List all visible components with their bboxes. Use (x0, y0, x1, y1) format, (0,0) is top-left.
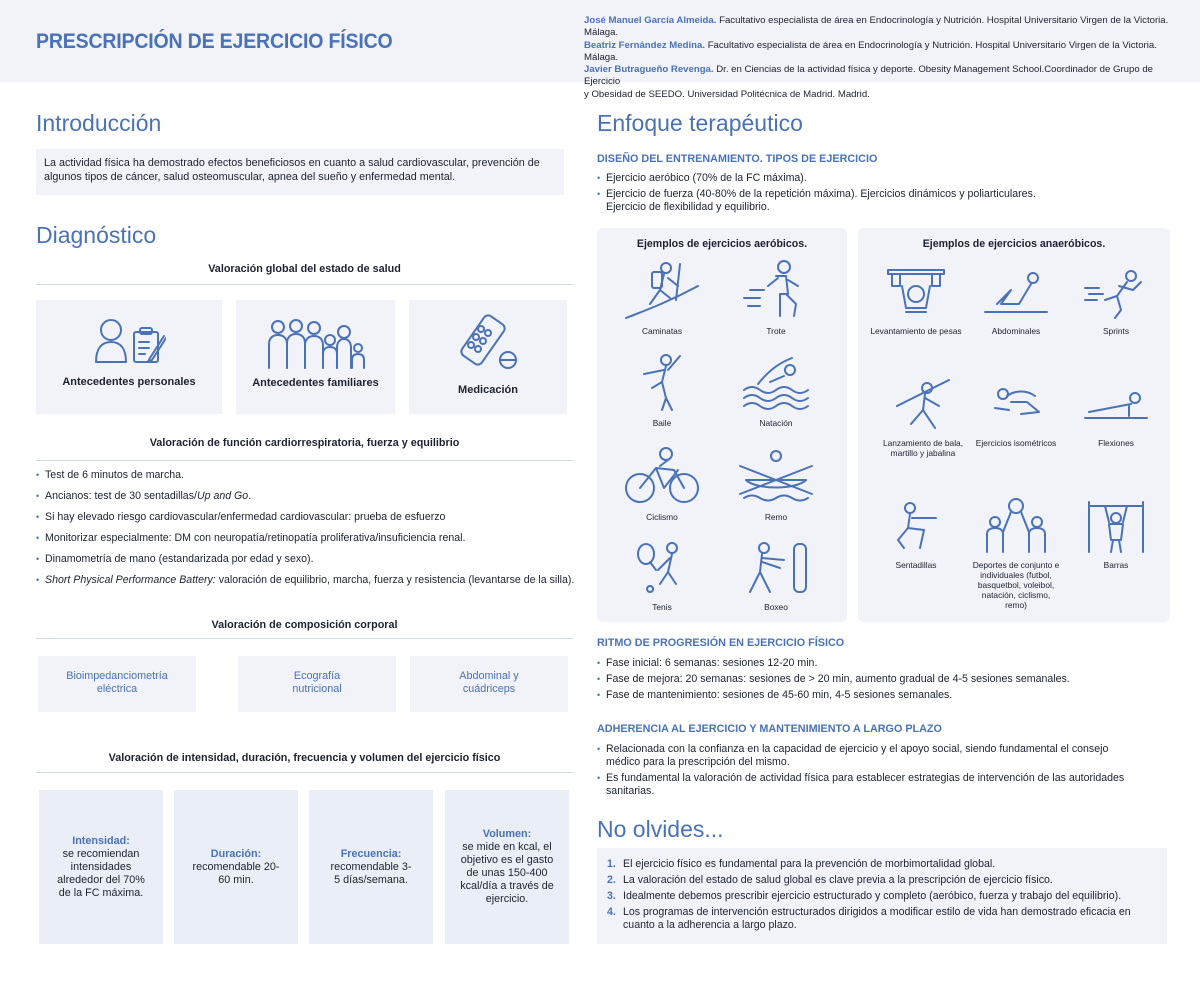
pullup-bar-icon (1081, 498, 1151, 554)
design-list (597, 172, 1057, 214)
duration-box: Duración: recomendable 20-60 min. (174, 790, 298, 944)
exercise-item: Baile (617, 352, 707, 428)
cycling-icon (622, 446, 702, 506)
list-item: • Monitorizar especialmente: DM con neuropatía/retinopatía proliferativa/insuficiencia renal. (36, 532, 581, 545)
global-health-heading: Valoración global del estado de salud (208, 263, 401, 275)
author-line: José Manuel García Almeida. Facultativo especialista de área en Endocrinología y Nutrición. Hospital Universitario Virgen de la Victoria. Málaga. (584, 15, 1169, 39)
dance-icon (622, 352, 702, 412)
list-item: • Ejercicio de fuerza (40-80% de la repetición máxima). Ejercicios dinámicos y poliarticulares. Ejercicio de flexibilidad y equilibrio. (597, 188, 1057, 214)
card-medication (409, 300, 567, 414)
divider (36, 284, 573, 285)
exercise-item: Remo (731, 446, 821, 522)
author-line: Javier Butragueño Revenga. Dr. en Ciencias de la actividad física y deporte. Obesity Management School.Coordinador de Grupo de Ejercicio (584, 64, 1153, 88)
list-item: 3. Idealmente debemos prescribir ejercicio estructurado y completo (aeróbico, fuerza y trabajo del equilibrio). (607, 890, 1122, 902)
list-item: • Short Physical Performance Battery: valoración de equilibrio, marcha, fuerza y resistencia (levantarse de la silla). (36, 574, 581, 587)
aerobic-panel-title: Ejemplos de ejercicios aeróbicos. (636, 238, 808, 250)
exercise-item: Barras (1070, 498, 1162, 570)
hiking-icon (622, 260, 702, 320)
author-line: y Obesidad de SEEDO. Universidad Politécnica de Madrid. Madrid. (584, 88, 870, 100)
exercise-item: Sentadillas (870, 498, 962, 570)
exercise-item: Sprints (1070, 268, 1162, 336)
exercise-item: Trote (731, 260, 821, 336)
swimming-icon (736, 352, 816, 412)
no-olvides-title: No olvides... (597, 816, 724, 842)
list-item: • Dinamometría de mano (estandarizada por edad y sexo). (36, 553, 581, 566)
family-icon (266, 318, 366, 372)
list-item: • Si hay elevado riesgo cardiovascular/enfermedad cardiovascular: prueba de esfuerzo (36, 511, 581, 524)
adherence-heading: ADHERENCIA AL EJERCICIO Y MANTENIMIENTO A LARGO PLAZO (597, 723, 942, 735)
patient-clipboard-icon (94, 318, 166, 366)
divider (36, 460, 573, 461)
list-item: • Ancianos: test de 30 sentadillas/Up and Go. (36, 490, 581, 503)
exercise-item: Caminatas (617, 260, 707, 336)
enfoque-title: Enfoque terapéutico (597, 110, 803, 136)
squat-icon (884, 498, 948, 554)
comp-bioimpedance: Bioimpedanciometría eléctrica (38, 656, 196, 712)
diag-title: Diagnóstico (36, 222, 157, 248)
cardio-list (36, 469, 581, 587)
list-item: 4. Los programas de intervención estructurados dirigidos a modificar estilo de vida han demostrado eficacia en cuanto a la adherencia a largo plazo. (607, 906, 1131, 931)
exercise-item: Abdominales (970, 268, 1062, 336)
pushups-icon (1081, 376, 1151, 432)
tennis-icon (622, 540, 702, 596)
list-item: 1. El ejercicio físico es fundamental para la prevención de morbimortalidad global. (607, 858, 996, 870)
exercise-item: Lanzamiento de bala, martillo y jabalina (870, 376, 976, 458)
composition-heading: Valoración de composición corporal (211, 619, 398, 631)
poster-title: PRESCRIPCIÓN DE EJERCICIO FÍSICO (36, 30, 393, 53)
volume-box: Volumen: se mide en kcal, el objetivo es el gasto de unas 150-400 kcal/día a través de ejercicio. (445, 790, 569, 944)
list-item: • Fase de mantenimiento: sesiones de 45-60 min, 4-5 sesiones semanales. (597, 689, 1157, 702)
exercise-item: Flexiones (1070, 376, 1162, 448)
intensity-box: Intensidad: se recomiendan intensidades alrededor del 70% de la FC máxima. (39, 790, 163, 944)
adherence-list (597, 743, 1127, 798)
team-sports-icon (981, 498, 1051, 554)
frequency-box: Frecuencia: recomendable 3-5 días/semana. (309, 790, 433, 944)
rhythm-list (597, 657, 1157, 702)
pills-icon (459, 314, 519, 372)
list-item: • Fase de mejora: 20 semanas: sesiones de > 20 min, aumento gradual de 4-5 sesiones semanales. (597, 673, 1157, 686)
design-heading: DISEÑO DEL ENTRENAMIENTO. TIPOS DE EJERCICIO (597, 153, 878, 165)
running-icon (736, 260, 816, 320)
weightlifting-icon (884, 268, 948, 320)
divider (36, 772, 573, 773)
comp-ultrasound: Ecografía nutricional (238, 656, 396, 712)
header-band (0, 0, 1200, 100)
exercise-item: Natación (731, 352, 821, 428)
anaerobic-panel (858, 228, 1170, 622)
author-line: Beatriz Fernández Medina. Facultativo especialista de área en Endocrinología y Nutrición. Hospital Universitario Virgen de la Victoria. Málaga. (584, 39, 1157, 63)
sprint-icon (1081, 268, 1151, 320)
cardio-heading: Valoración de función cardiorrespiratoria, fuerza y equilibrio (149, 437, 460, 449)
card-personal-history (36, 300, 222, 414)
isometric-icon (981, 376, 1051, 432)
card-label: Medicación (458, 384, 518, 396)
rhythm-heading: RITMO DE PROGRESIÓN EN EJERCICIO FÍSICO (597, 637, 845, 649)
exercise-item: Ejercicios isométricos (970, 376, 1062, 448)
exercise-item: Levantamiento de pesas (870, 268, 962, 336)
card-family-history (236, 300, 395, 414)
situps-icon (981, 268, 1051, 320)
comp-abdominal: Abdominal y cuádriceps (410, 656, 568, 712)
aerobic-panel (597, 228, 847, 622)
intensity-heading: Valoración de intensidad, duración, frecuencia y volumen del ejercicio físico (108, 752, 501, 764)
intro-title: Introducción (36, 110, 162, 136)
anaerobic-panel-title: Ejemplos de ejercicios anaeróbicos. (922, 238, 1106, 250)
list-item: 2. La valoración del estado de salud global es clave previa a la prescripción de ejercicio físico. (607, 874, 1053, 886)
exercise-item: Deportes de conjunto e individuales (futbol, basquetbol, voleibol, natación, ciclismo, remo) (970, 498, 1062, 610)
list-item: • Fase inicial: 6 semanas: sesiones 12-20 min. (597, 657, 1157, 670)
exercise-item: Boxeo (731, 540, 821, 612)
card-label: Antecedentes familiares (252, 377, 379, 389)
intro-text: La actividad física ha demostrado efectos beneficiosos en cuanto a salud cardiovascular, prevención de algunos tipos de cáncer, salud osteomuscular, apnea del sueño y enfermedad mental. (36, 149, 564, 195)
authors-block (584, 15, 1184, 101)
no-olvides-list (607, 858, 1162, 935)
javelin-icon (891, 376, 955, 432)
divider (36, 638, 573, 639)
list-item: • Es fundamental la valoración de actividad física para establecer estrategias de intervención de las autoridades sanitarias. (597, 772, 1127, 798)
rowing-icon (736, 446, 816, 506)
list-item: • Relacionada con la confianza en la capacidad de ejercicio y el apoyo social, siendo fundamental el consejo médico para la prescripción del mismo. (597, 743, 1127, 769)
list-item: • Test de 6 minutos de marcha. (36, 469, 581, 482)
exercise-item: Ciclismo (617, 446, 707, 522)
boxing-icon (736, 540, 816, 596)
card-label: Antecedentes personales (62, 376, 196, 388)
exercise-item: Tenis (617, 540, 707, 612)
list-item: • Ejercicio aeróbico (70% de la FC máxima). (597, 172, 1057, 185)
